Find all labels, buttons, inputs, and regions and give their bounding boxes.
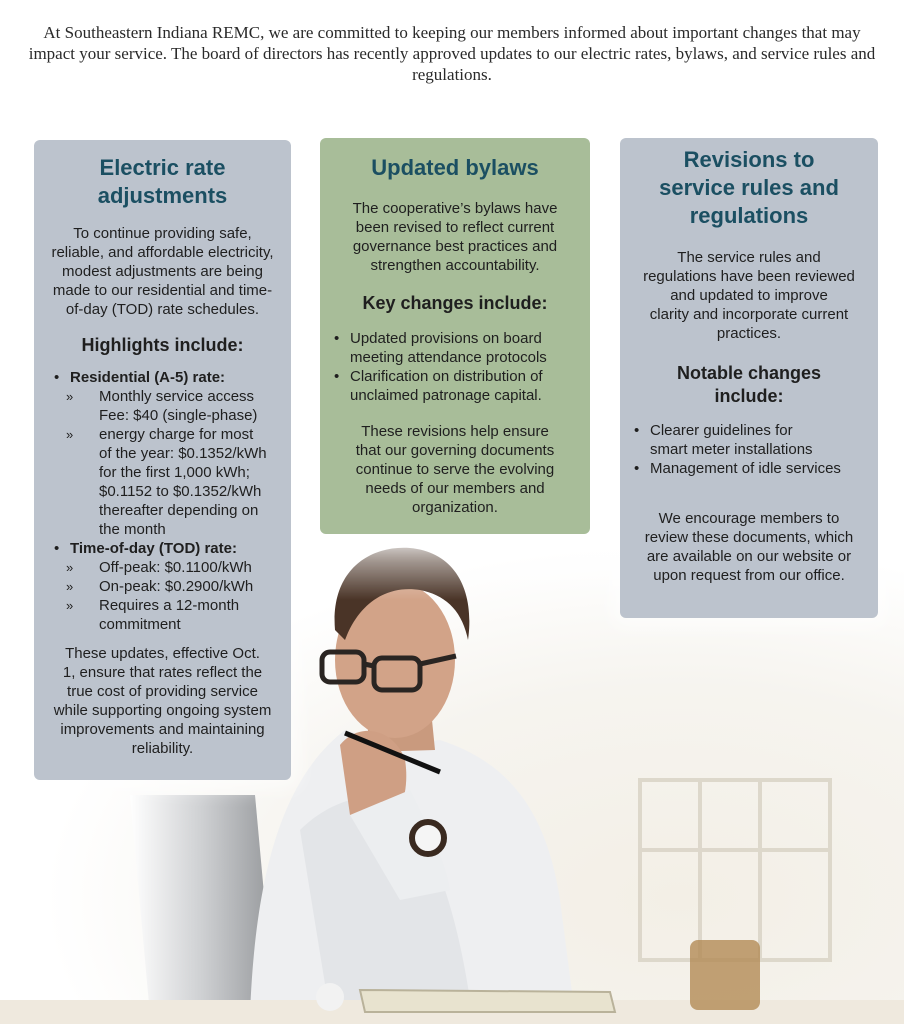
list-item: » On-peak: $0.2900/kWh — [52, 577, 283, 596]
list-item: • Updated provisions on board meeting attendance protocols — [332, 329, 584, 367]
list-item: » Requires a 12-month commitment — [52, 596, 283, 634]
rate-adjustments-panel — [34, 140, 291, 780]
service-closing-text: We encourage members to review these documents, which are available on our website or upon request from our office. — [644, 510, 854, 584]
service-changes-list — [632, 421, 872, 478]
key-changes-heading: Key changes include: — [362, 293, 548, 313]
highlights-heading: Highlights include: — [81, 335, 244, 355]
list-item: • Residential (A-5) rate: » Monthly service access Fee: $40 (single-phase) » energy charge for most of the year: $0.1352/kWh for the first 1,000 kWh; $0.1152 to $0.1352/kWh thereafter depending on the month — [52, 368, 283, 539]
rate-panel-title: Electric rate adjustments — [97, 155, 228, 208]
list-item: • Clarification on distribution of unclaimed patronage capital. — [332, 367, 584, 405]
service-intro-text: The service rules and regulations have been reviewed and updated to improve clarity and incorporate current practices. — [643, 249, 855, 342]
bylaws-panel-title: Updated bylaws — [371, 155, 539, 180]
bylaws-intro-text: The cooperative’s bylaws have been revised to reflect current governance best practices and strengthen accountability. — [352, 200, 558, 274]
bylaws-changes-list — [332, 329, 584, 405]
intro-paragraph: At Southeastern Indiana REMC, we are committed to keeping our members informed about important changes that may impact your service. The board of directors has recently approved updates to our electric rates, bylaws, and service rules and regulations. — [28, 23, 876, 84]
service-panel-title: Revisions to service rules and regulations — [659, 147, 839, 228]
list-item: • Clearer guidelines for smart meter installations — [632, 421, 872, 459]
bylaws-closing-text: These revisions help ensure that our governing documents continue to serve the evolving needs of our members and organization. — [355, 423, 555, 516]
bylaws-panel — [320, 138, 590, 534]
notable-changes-heading: Notable changes include: — [676, 363, 822, 406]
rate-intro-text: To continue providing safe, reliable, and affordable electricity, modest adjustments are being made to our residential and time- of-day (TOD) rate schedules. — [51, 225, 274, 318]
list-item: • Time-of-day (TOD) rate: » Off-peak: $0.1100/kWh » On-peak: $0.2900/kWh » Requires a 12-month commitment — [52, 539, 283, 634]
service-rules-panel — [620, 138, 878, 618]
list-item: » Off-peak: $0.1100/kWh — [52, 558, 283, 577]
rate-highlights-list — [52, 368, 283, 634]
list-item: • Management of idle services — [632, 459, 872, 478]
rate-closing-text: These updates, effective Oct. 1, ensure that rates reflect the true cost of providing service while supporting ongoing system improvements and maintaining reliability. — [53, 645, 272, 757]
list-item: » energy charge for most of the year: $0.1352/kWh for the first 1,000 kWh; $0.1152 to $0.1352/kWh thereafter depending on the month — [52, 425, 283, 539]
list-item: » Monthly service access Fee: $40 (single-phase) — [52, 387, 283, 425]
